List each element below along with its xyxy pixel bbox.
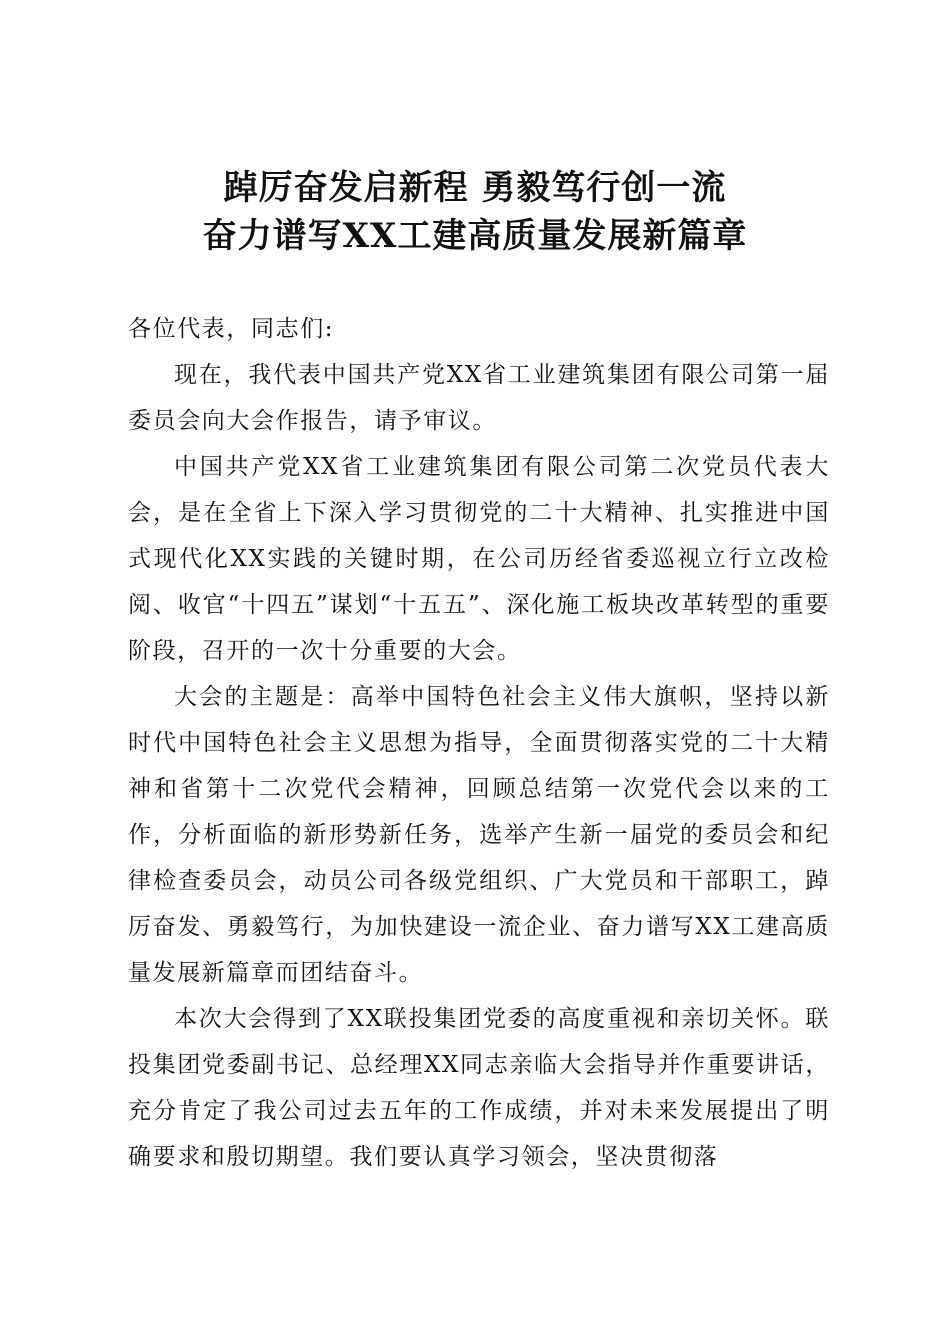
paragraph-3: 大会的主题是：高举中国特色社会主义伟大旗帜，坚持以新时代中国特色社会主义思想为指导，全面贯彻落实党的二十大精神和省第十二次党代会精神，回顾总结第一次党代会以来的工作，分析面临的新形势新任务，选举产生新一届党的委员会和纪律检查委员会，动员公司各级党组织、广大党员和干部职工，踔厉奋发、勇毅笃行，为加快建设一流企业、奋力谱写XX工建高质量发展新篇章而团结奋斗。	[128, 684, 830, 986]
title-line-1: 踔厉奋发启新程 勇毅笃行创一流	[223, 168, 727, 208]
document-body	[128, 306, 830, 1180]
title-line-2: 奋力谱写XX工建高质量发展新篇章	[202, 216, 748, 256]
salutation: 各位代表，同志们:	[128, 316, 335, 342]
paragraph-4: 本次大会得到了XX联投集团党委的高度重视和亲切关怀。联投集团党委副书记、总经理XX同志亲临大会指导并作重要讲话，充分肯定了我公司过去五年的工作成绩，并对未来发展提出了明确要求和殷切期望。我们要认真学习领会，坚决贯彻落	[128, 1006, 830, 1170]
document-title	[0, 164, 950, 260]
paragraph-2: 中国共产党XX省工业建筑集团有限公司第二次党员代表大会，是在全省上下深入学习贯彻党的二十大精神、扎实推进中国式现代化XX实践的关键时期，在公司历经省委巡视立行立改检阅、收官“十四五”谋划“十五五”、深化施工板块改革转型的重要阶段，召开的一次十分重要的大会。	[128, 454, 830, 664]
paragraph-1: 现在，我代表中国共产党XX省工业建筑集团有限公司第一届委员会向大会作报告，请予审议。	[128, 362, 830, 434]
